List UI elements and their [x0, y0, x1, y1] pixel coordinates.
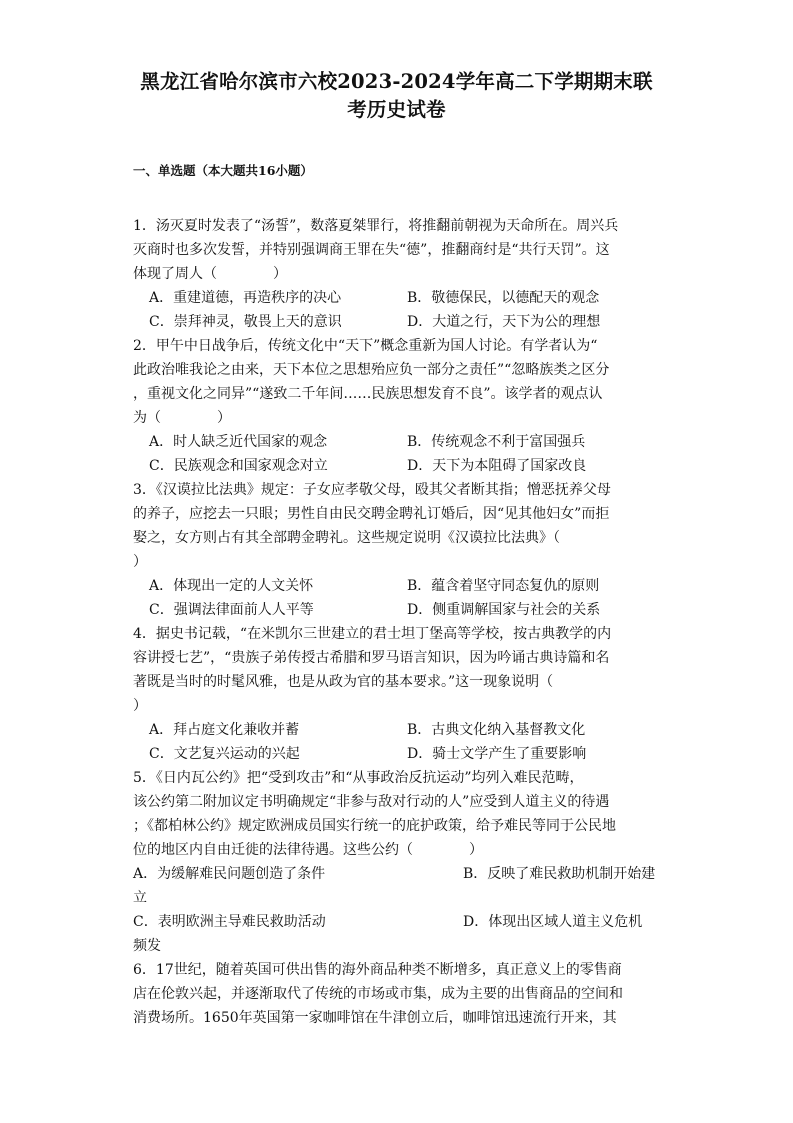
- question-5-option-d[interactable]: D．体现出区域人道主义危机: [463, 914, 643, 930]
- question-2-line-4: 为（ ）: [133, 410, 231, 426]
- question-2-line-1: 2．甲午中日战争后，传统文化中“天下”概念重新为国人讨论。有学者认为“: [133, 338, 598, 354]
- question-5-line-2: 该公约第二附加议定书明确规定“非参与敌对行动的人”应受到人道主义的待遇: [133, 794, 610, 810]
- question-1-line-1: 1．汤灭夏时发表了“汤誓”，数落夏桀罪行，将推翻前朝视为天命所在。周兴兵: [133, 218, 619, 234]
- question-3-option-a[interactable]: A．体现出一定的人文关怀: [149, 578, 314, 594]
- question-5-option-a[interactable]: A．为缓解难民问题创造了条件: [133, 866, 326, 882]
- question-1-option-c[interactable]: C．崇拜神灵，敬畏上天的意识: [149, 314, 342, 330]
- question-6-line-1: 6．17世纪，随着英国可供出售的海外商品种类不断增多，真正意义上的零售商: [133, 962, 622, 978]
- exam-title: [120, 68, 673, 124]
- question-1: [133, 214, 675, 334]
- question-5-options: [133, 862, 675, 958]
- question-2-options: [133, 430, 675, 478]
- question-3-line-1: 3．《汉谟拉比法典》规定：子女应孝敬父母，殴其父者断其指；憎恶抚养父母: [133, 482, 611, 498]
- question-3-option-b[interactable]: B．蕴含着坚守同态复仇的原则: [407, 578, 600, 594]
- question-5-line-3: ；《都柏林公约》规定欧洲成员国实行统一的庇护政策，给予难民等同于公民地: [133, 818, 616, 834]
- question-4-line-4: ）: [133, 698, 147, 714]
- question-4-line-2: 容讲授七艺”，“贵族子弟传授古希腊和罗马语言知识，因为吟诵古典诗篇和名: [133, 650, 610, 666]
- question-4-options: [133, 718, 675, 766]
- question-2-option-c[interactable]: C．民族观念和国家观念对立: [149, 458, 328, 474]
- question-4-option-d[interactable]: D．骑士文学产生了重要影响: [407, 746, 587, 762]
- question-5-line-1: 5．《日内瓦公约》把“受到攻击”和“从事政治反抗运动”均列入难民范畴，: [133, 770, 584, 786]
- question-4-line-1: 4．据史书记载，“在米凯尔三世建立的君士坦丁堡高等学校，按古典教学的内: [133, 626, 612, 642]
- question-1-option-b[interactable]: B．敬德保民，以德配天的观念: [407, 290, 600, 306]
- question-1-option-a[interactable]: A．重建道德，再造秩序的决心: [149, 290, 342, 306]
- question-1-line-3: 体现了周人（ ）: [133, 266, 287, 282]
- exam-title-line-1: 黑龙江省哈尔滨市六校2023-2024学年高二下学期期末联: [140, 70, 653, 93]
- question-2-option-b[interactable]: B．传统观念不利于富国强兵: [407, 434, 586, 450]
- question-3: [133, 478, 675, 622]
- question-2-line-3: ，重视文化之同异”“遂致二千年间……民族思想发育不良”。该学者的观点认: [133, 386, 603, 402]
- question-4-option-c[interactable]: C．文艺复兴运动的兴起: [149, 746, 300, 762]
- section-heading: 一、单选题（本大题共16小题）: [133, 163, 313, 178]
- question-1-line-2: 灭商时也多次发誓，并特别强调商王罪在失“德”，推翻商纣是“共行天罚”。这: [133, 242, 610, 258]
- question-4-option-b[interactable]: B．古典文化纳入基督教文化: [407, 722, 586, 738]
- question-2-line-2: 此政治唯我论之由来，天下本位之思想殆应负一部分之责任”“忽略族类之区分: [133, 362, 610, 378]
- question-1-options: [133, 286, 675, 334]
- question-2: [133, 334, 675, 478]
- question-5: [133, 766, 675, 958]
- question-6-line-3: 消费场所。1650年英国第一家咖啡馆在牛津创立后，咖啡馆迅速流行开来，其: [133, 1010, 617, 1026]
- question-3-line-4: ）: [133, 554, 147, 570]
- question-3-option-d[interactable]: D．侧重调解国家与社会的关系: [407, 602, 601, 618]
- question-4: [133, 622, 675, 766]
- question-4-line-3: 著既是当时的时髦风雅，也是从政为官的基本要求。”这一现象说明（: [133, 674, 554, 690]
- question-6-line-2: 店在伦敦兴起，并逐渐取代了传统的市场或市集，成为主要的出售商品的空间和: [133, 986, 623, 1002]
- question-2-option-d[interactable]: D．天下为本阻碍了国家改良: [407, 458, 587, 474]
- question-4-option-a[interactable]: A．拜占庭文化兼收并蓄: [149, 722, 300, 738]
- question-3-line-2: 的养子，应挖去一只眼；男性自由民交聘金聘礼订婚后，因“见其他妇女”而拒: [133, 506, 610, 522]
- question-5-option-d-wrap[interactable]: 频发: [133, 938, 161, 954]
- question-5-option-c[interactable]: C．表明欧洲主导难民救助活动: [133, 914, 326, 930]
- question-6: [133, 958, 675, 1030]
- question-5-option-b[interactable]: B．反映了难民救助机制开始建: [463, 866, 656, 882]
- question-5-line-4: 位的地区内自由迁徙的法律待遇。这些公约（ ）: [133, 842, 483, 858]
- exam-title-line-2: 考历史试卷: [347, 98, 446, 121]
- question-1-option-d[interactable]: D．大道之行，天下为公的理想: [407, 314, 601, 330]
- question-3-options: [133, 574, 675, 622]
- question-2-option-a[interactable]: A．时人缺乏近代国家的观念: [149, 434, 328, 450]
- question-5-option-b-wrap[interactable]: 立: [133, 890, 147, 906]
- question-3-line-3: 娶之，女方则占有其全部聘金聘礼。这些规定说明《汉谟拉比法典》（: [133, 530, 560, 546]
- question-3-option-c[interactable]: C．强调法律面前人人平等: [149, 602, 314, 618]
